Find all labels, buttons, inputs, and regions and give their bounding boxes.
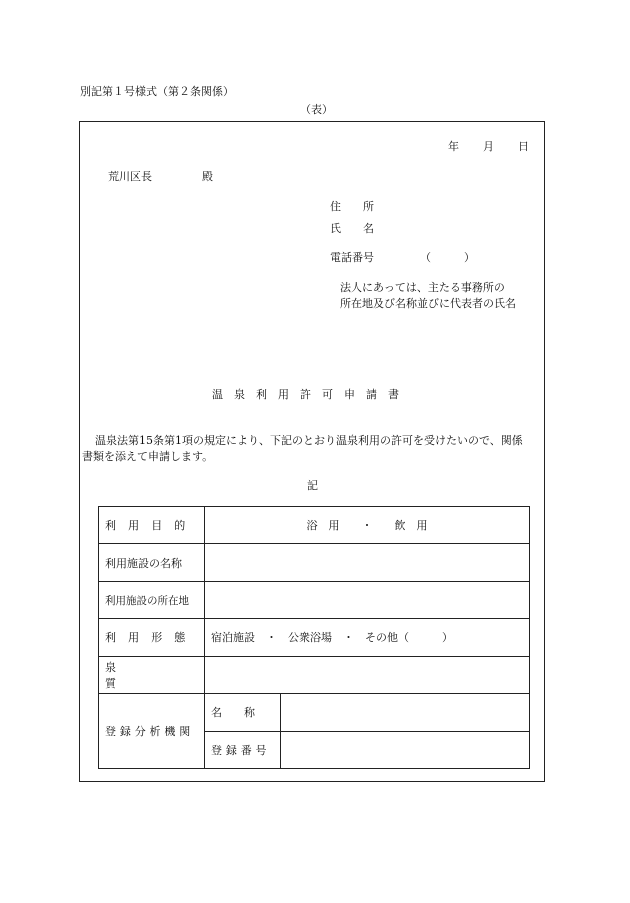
application-items-table: [98, 506, 530, 769]
phone-parens: （ ）: [420, 251, 475, 264]
lab-name-field[interactable]: [281, 694, 530, 731]
honorific: 殿: [202, 170, 213, 183]
ki-label: 記: [307, 479, 318, 492]
table-row: [99, 619, 530, 656]
table-row: [99, 581, 530, 618]
page-side-label: （表）: [300, 103, 333, 116]
date-year: 年: [448, 140, 459, 153]
corp-note-line2: 所在地及び名称並びに代表者の氏名: [340, 297, 516, 310]
name-label: 氏 名: [330, 222, 374, 235]
date-day: 日: [518, 140, 529, 153]
lab-name-label: 名 称: [205, 694, 281, 731]
usage-form-value[interactable]: 宿泊施設 ・ 公衆浴場 ・ その他（ ）: [205, 619, 530, 656]
phone-label: 電話番号: [330, 251, 374, 264]
facility-location-field[interactable]: [205, 581, 530, 618]
table-row: [99, 656, 530, 693]
corp-note-line1: 法人にあっては、主たる事務所の: [340, 281, 505, 294]
form-number-label: 別記第１号様式（第２条関係）: [80, 85, 234, 98]
usage-form-label: 利用形態: [99, 619, 205, 656]
facility-location-label: 利用施設の所在地: [99, 581, 205, 618]
facility-name-label: 利用施設の名称: [99, 544, 205, 581]
document-title: 温 泉 利 用 許 可 申 請 書: [212, 388, 399, 401]
spring-quality-field[interactable]: [205, 656, 530, 693]
facility-name-field[interactable]: [205, 544, 530, 581]
body-text-line1: 温泉法第15条第1項の規定により、下記のとおり温泉利用の許可を受けたいので、関係: [95, 434, 523, 447]
address-label: 住 所: [330, 200, 374, 213]
addressee: 荒川区長: [108, 170, 152, 183]
lab-registration-field[interactable]: [281, 731, 530, 768]
purpose-label: 利用目的: [99, 507, 205, 544]
table-row: [99, 544, 530, 581]
date-month: 月: [483, 140, 494, 153]
table-row: [99, 694, 530, 731]
table-row: [99, 507, 530, 544]
purpose-value[interactable]: 浴 用 ・ 飲 用: [205, 507, 530, 544]
body-text-line2: 書類を添えて申請します。: [82, 450, 214, 463]
analysis-lab-label: 登録分析機関: [99, 694, 205, 769]
lab-registration-label: 登録番号: [205, 731, 281, 768]
spring-quality-label: 泉質: [99, 656, 205, 693]
